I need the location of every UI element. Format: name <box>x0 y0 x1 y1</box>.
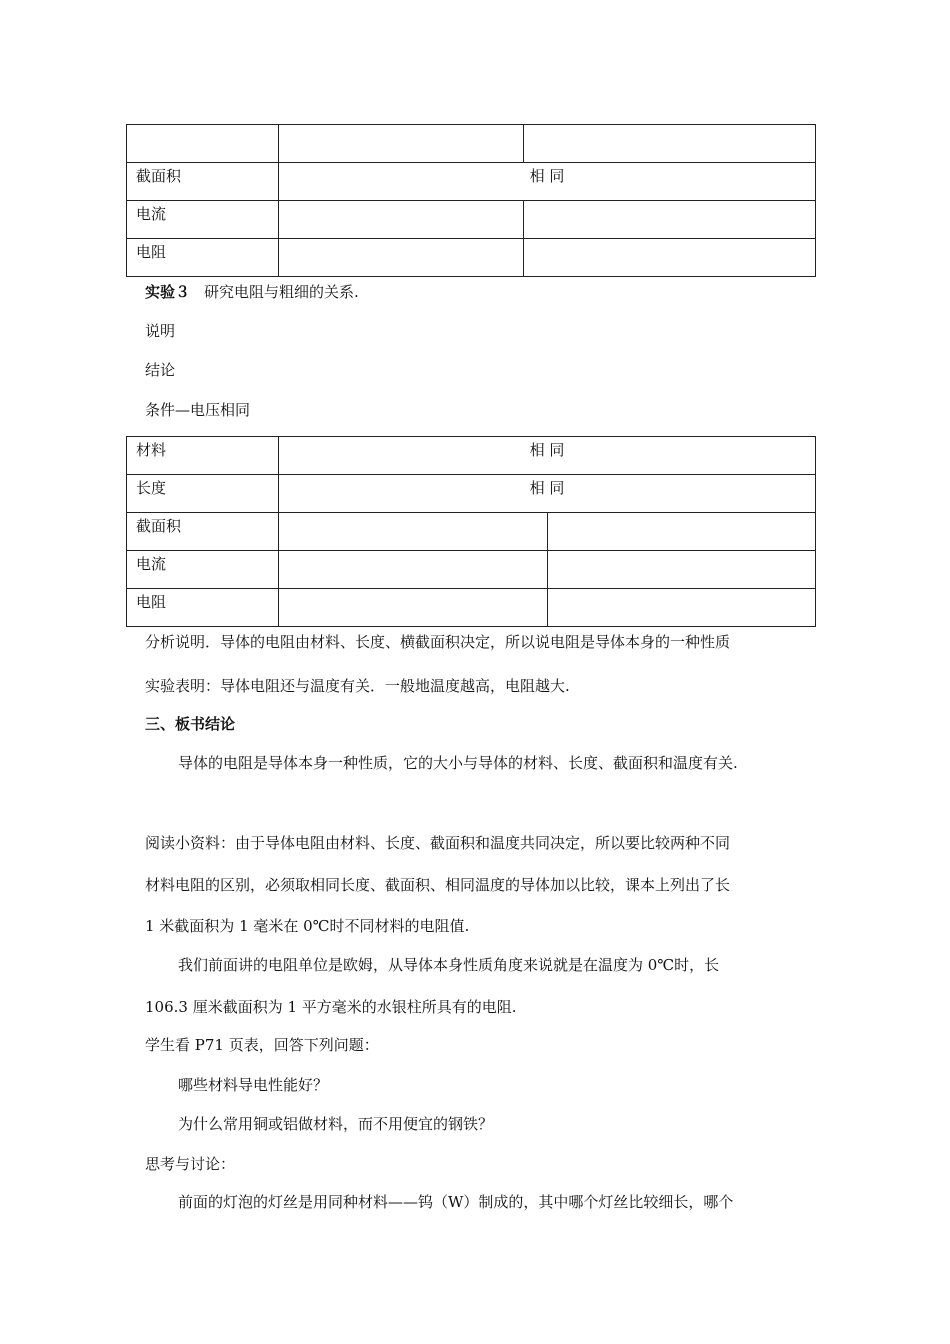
table-cell: 材料 <box>127 437 279 475</box>
question-item: 哪些材料导电性能好？ <box>178 1076 329 1094</box>
table-cell <box>547 513 816 551</box>
table-cell <box>279 125 524 163</box>
conclusion-paragraph: 导体的电阻是导体本身一种性质，它的大小与导体的材料、长度、截面积和温度有关. <box>178 754 738 772</box>
table-cell: 电阻 <box>127 589 279 627</box>
experiment-3-title <box>145 281 359 302</box>
experiment-result: 实验表明：导体电阻还与温度有关．一般地温度越高，电阻越大. <box>145 677 570 695</box>
table-cell: 长度 <box>127 475 279 513</box>
table-cell <box>524 125 816 163</box>
table-cell: 截面积 <box>127 513 279 551</box>
table-resistance-thickness <box>126 436 816 627</box>
ohm-definition-line: 106.3 厘米截面积为 1 平方毫米的水银柱所具有的电阻. <box>145 998 517 1016</box>
table-cell <box>279 513 548 551</box>
table-row <box>127 589 816 627</box>
table-cell <box>127 125 279 163</box>
question-item: 为什么常用铜或铝做材料，而不用便宜的钢铁？ <box>178 1115 494 1133</box>
table-cell <box>279 239 524 277</box>
table-row <box>127 163 816 201</box>
experiment-3-text: 研究电阻与粗细的关系. <box>204 283 359 301</box>
table-resistance-partial <box>126 124 816 277</box>
analysis-paragraph: 分析说明．导体的电阻由材料、长度、横截面积决定，所以说电阻是导体本身的一种性质 <box>145 633 731 651</box>
conclusion-line: 结论 <box>145 361 176 379</box>
table-row <box>127 513 816 551</box>
experiment-3-label: 实验３ <box>145 283 191 301</box>
table-row <box>127 239 816 277</box>
table-cell: 截面积 <box>127 163 279 201</box>
table-cell <box>547 589 816 627</box>
reading-line: 1 米截面积为 1 毫米在 0℃时不同材料的电阻值. <box>145 917 470 935</box>
table-cell <box>547 551 816 589</box>
note-line: 说明 <box>145 322 176 340</box>
table-cell: 电阻 <box>127 239 279 277</box>
table-row <box>127 551 816 589</box>
table-cell <box>279 551 548 589</box>
reading-line: 材料电阻的区别，必须取相同长度、截面积、相同温度的导体加以比较，课本上列出了长 <box>145 876 731 894</box>
ohm-definition-line: 我们前面讲的电阻单位是欧姆，从导体本身性质角度来说就是在温度为 0℃时，长 <box>178 956 720 974</box>
table-row <box>127 475 816 513</box>
table-cell <box>279 201 524 239</box>
table-cell: 相 同 <box>279 437 816 475</box>
discussion-heading: 思考与讨论： <box>145 1155 236 1173</box>
table-cell: 相 同 <box>279 475 816 513</box>
reading-line: 阅读小资料：由于导体电阻由材料、长度、截面积和温度共同决定，所以要比较两种不同 <box>145 834 731 852</box>
condition-line: 条件—电压相同 <box>145 401 251 419</box>
section-heading: 三、板书结论 <box>145 715 236 733</box>
discussion-paragraph: 前面的灯泡的灯丝是用同种材料——钨（W）制成的，其中哪个灯丝比较细长，哪个 <box>178 1193 734 1211</box>
table-row <box>127 125 816 163</box>
table-cell <box>279 589 548 627</box>
table-cell <box>524 201 816 239</box>
table-cell: 相 同 <box>279 163 816 201</box>
table-row <box>127 437 816 475</box>
table-cell <box>524 239 816 277</box>
student-task: 学生看 P71 页表，回答下列问题： <box>145 1036 379 1054</box>
table-cell: 电流 <box>127 551 279 589</box>
table-row <box>127 201 816 239</box>
table-cell: 电流 <box>127 201 279 239</box>
